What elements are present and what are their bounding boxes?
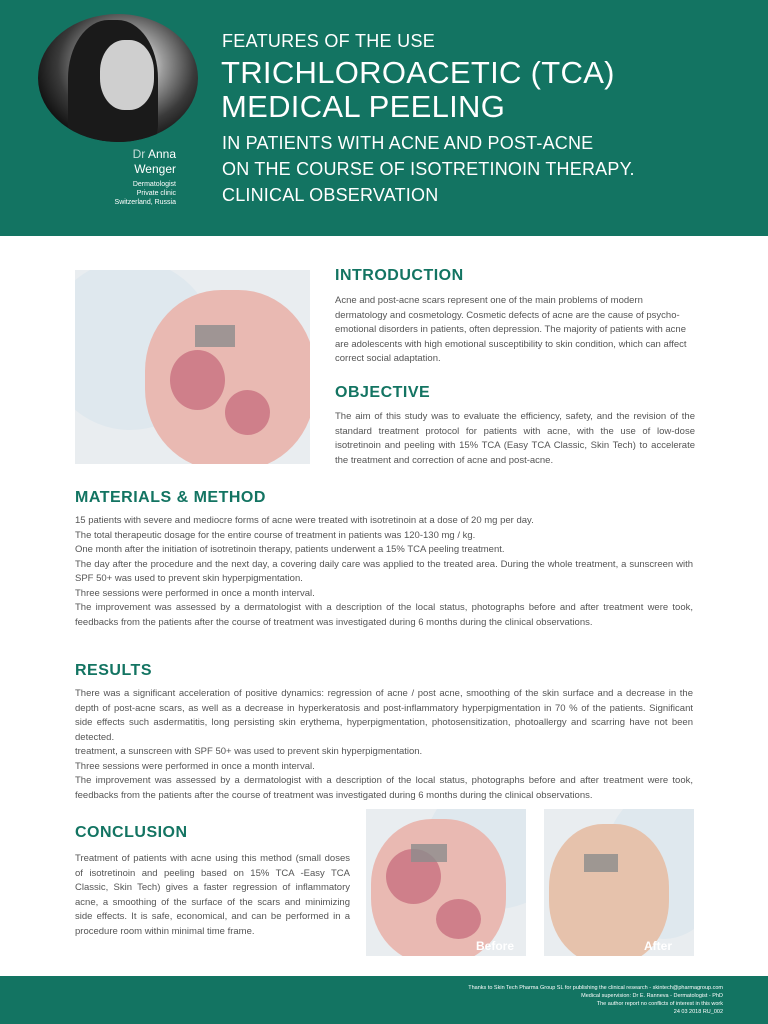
author-last-name: Wenger — [134, 162, 176, 176]
before-label: Before — [476, 939, 515, 953]
after-photo — [544, 809, 694, 956]
footer-credits — [363, 984, 723, 1016]
subtitle-line-1: IN PATIENTS WITH ACNE AND POST-ACNE — [222, 133, 594, 153]
author-first-name: Anna — [147, 147, 176, 161]
author-location: Switzerland, Russia — [114, 199, 176, 206]
title-line-1: TRICHLOROACETIC (TCA) — [221, 55, 615, 90]
materials-line: The day after the procedure and the next day, a covering daily care was applied to the treated area. During the whole treatment, a sunscreen with SPF 50+ was used to prevent skin hyperpigmentation. — [75, 558, 693, 584]
results-line: There was a significant acceleration of positive dynamics: regression of acne / post acne, smoothing of the skin surface and a decrease in the depth of post-acne scars, as well as a decrease in hyperkeratosis and post-inflammatory hyperpigmentation in 70 % of the patients. Significant side effects such asdermatitis, long persisting skin erythema, hyperpigmentation, photosensitization, photoallergy and scarring have not been detected. — [75, 688, 693, 743]
author-clinic: Private clinic — [136, 190, 176, 197]
subtitle-line-2: ON THE COURSE OF ISOTRETINOIN THERAPY. — [222, 159, 635, 179]
footer-reference: 24 03 2018 RU_002 — [673, 1009, 723, 1015]
title-line-2: MEDICAL PEELING — [221, 89, 506, 124]
materials-line: Three sessions were performed in once a month interval. — [75, 587, 315, 599]
author-info — [60, 180, 176, 207]
page-title — [221, 56, 615, 124]
footer-thanks: Thanks to Skin Tech Pharma Group SL for publishing the clinical research - skintech@pharmagroup.com — [468, 985, 723, 991]
materials-text — [75, 514, 693, 630]
results-text — [75, 687, 693, 803]
materials-line: The total therapeutic dosage for the entire course of treatment in patients was 120-130 mg / kg. — [75, 529, 476, 541]
author-title: Dr — [132, 147, 146, 161]
materials-line: One month after the initiation of isotretinoin therapy, patients underwent a 15% TCA peeling treatment. — [75, 544, 505, 555]
conclusion-heading: CONCLUSION — [75, 824, 188, 841]
introduction-heading: INTRODUCTION — [335, 267, 464, 284]
header-banner — [0, 0, 768, 236]
results-line: treatment, a sunscreen with SPF 50+ was used to prevent skin hyperpigmentation. — [75, 746, 423, 757]
materials-line: 15 patients with severe and mediocre forms of acne were treated with isotretinoin at a dose of 20 mg per day. — [75, 515, 534, 526]
author-photo — [38, 14, 198, 142]
page-subtitle — [222, 130, 635, 208]
objective-text: The aim of this study was to evaluate the efficiency, safety, and the revision of the standard treatment protocol for patients with acne, with the use of low-dose isotretinoin and peeling with 15% TCA (Easy TCA Classic, Skin Tech) to accelerate the treatment and correction of acne and post-acne. — [335, 411, 695, 466]
results-line: Three sessions were performed in once a month interval. — [75, 760, 315, 772]
results-heading: RESULTS — [75, 662, 152, 679]
intro-patient-photo — [75, 270, 310, 464]
author-role: Dermatologist — [132, 181, 176, 188]
after-label: After — [644, 939, 673, 953]
before-photo — [366, 809, 526, 956]
footer-bar — [0, 976, 768, 1024]
results-line: The improvement was assessed by a dermatologist with a description of the local status, photographs before and after treatment were took, feedbacks from the patients after the course of treatment was investigated during 6 months during the clinical observations. — [75, 775, 693, 801]
materials-heading: MATERIALS & METHOD — [75, 489, 266, 506]
footer-conflicts: The author report no conflicts of interest in this work — [596, 1001, 723, 1007]
footer-supervision: Medical supervision: Dr E. Ranneva - Dermatologist - PhD — [581, 993, 723, 999]
subtitle-line-3: CLINICAL OBSERVATION — [222, 185, 439, 205]
author-name — [60, 147, 176, 177]
materials-line: The improvement was assessed by a dermatologist with a description of the local status, photographs before and after treatment were took, feedbacks from the patients after the course of treatment was investigated during 6 months during the clinical observations. — [75, 602, 693, 628]
objective-heading: OBJECTIVE — [335, 384, 431, 401]
header-kicker: FEATURES OF THE USE — [222, 31, 436, 51]
introduction-text: Acne and post-acne scars represent one of the main problems of modern dermatology and cosmetology. Cosmetic defects of acne are the cause of psycho-emotional disorders in patients, often depression. The majority of patients with acne are adolescents with high emotional susceptibility to skin condition, which can affect correct social adaptation. — [335, 295, 687, 364]
conclusion-text: Treatment of patients with acne using this method (small doses of isotretinoin and peeling based on 15% TCA -Easy TCA Classic, Skin Tech) gives a faster regression of inflammatory acne, a smoothing of the surface of the scars and minimizing side effects. It is safe, economical, and can be performed in a procedure room within minimal time frame. — [75, 853, 350, 937]
